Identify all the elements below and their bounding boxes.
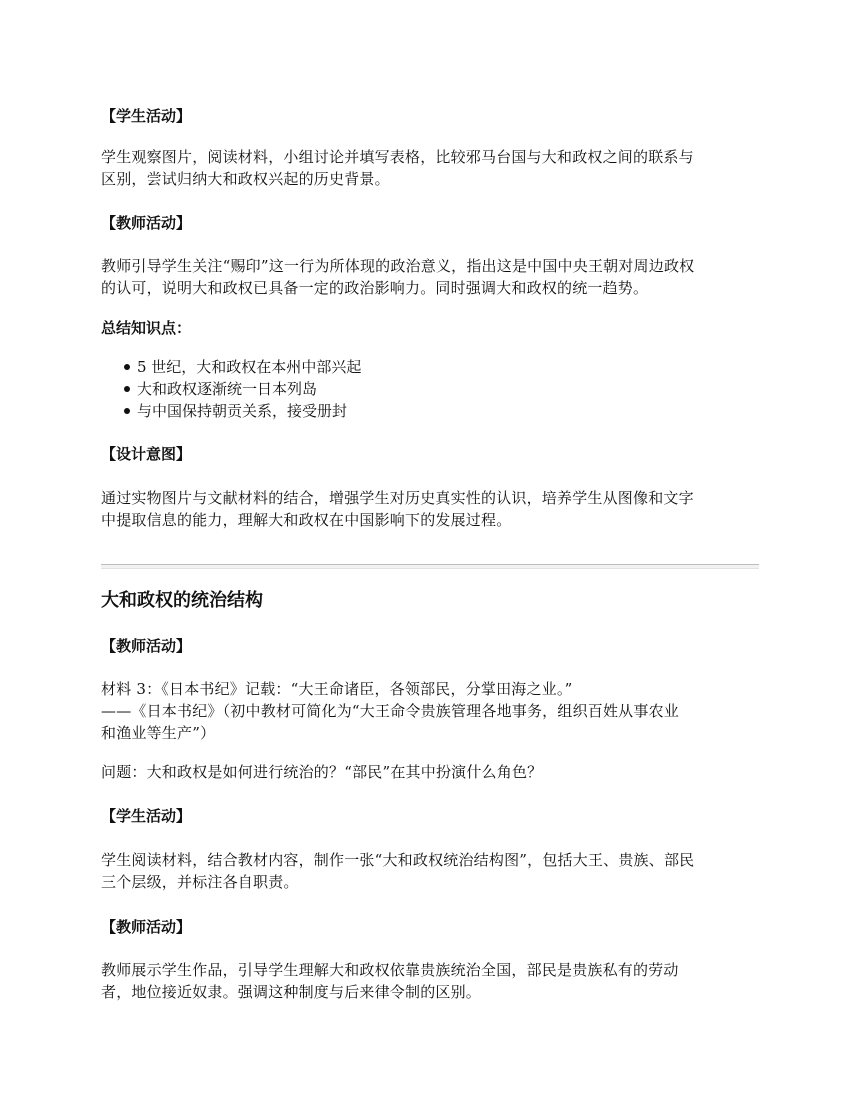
question-paragraph [101, 761, 761, 783]
teacher-activity-heading: 【教师活动】 [101, 918, 192, 936]
paragraph-line: 中提取信息的能力，理解大和政权在中国影响下的发展过程。 [101, 511, 512, 529]
section-divider [101, 564, 759, 569]
teacher-activity-paragraph [101, 959, 761, 1003]
student-activity-paragraph [101, 849, 761, 893]
summary-heading: 总结知识点： [101, 319, 192, 337]
list-item [101, 400, 361, 422]
paragraph-line: 问题：大和政权是如何进行统治的？“部民”在其中扮演什么角色？ [101, 763, 543, 781]
paragraph-line: 通过实物图片与文献材料的结合，增强学生对历史真实性的认识，培养学生从图像和文字 [101, 489, 694, 507]
paragraph-line: 区别，尝试归纳大和政权兴起的历史背景。 [101, 170, 390, 188]
student-activity-heading: 【学生活动】 [101, 807, 192, 825]
section-title: 大和政权的统治结构 [101, 590, 263, 611]
summary-list [101, 356, 361, 422]
paragraph-line: 教师引导学生关注“赐印”这一行为所体现的政治意义，指出这是中国中央王朝对周边政权 [101, 257, 695, 275]
design-intent-paragraph [101, 487, 761, 531]
list-item-text: 与中国保持朝贡关系，接受册封 [137, 402, 348, 420]
paragraph-line: 学生观察图片，阅读材料，小组讨论并填写表格，比较邪马台国与大和政权之间的联系与 [101, 148, 694, 166]
bullet-icon [124, 364, 130, 370]
bullet-icon [124, 386, 130, 392]
paragraph-line: 教师展示学生作品，引导学生理解大和政权依靠贵族统治全国，部民是贵族私有的劳动 [101, 961, 679, 979]
paragraph-line: 者，地位接近奴隶。强调这种制度与后来律令制的区别。 [101, 983, 482, 1001]
teacher-activity-heading: 【教师活动】 [101, 637, 192, 655]
material-paragraph [101, 678, 761, 744]
list-item-text: 5 世纪，大和政权在本州中部兴起 [137, 358, 362, 376]
list-item-text: 大和政权逐渐统一日本列岛 [137, 380, 318, 398]
paragraph-line: 的认可，说明大和政权已具备一定的政治影响力。同时强调大和政权的统一趋势。 [101, 279, 649, 297]
design-intent-heading: 【设计意图】 [101, 445, 192, 463]
paragraph-line: 三个层级，并标注各自职责。 [101, 873, 299, 891]
student-activity-paragraph [101, 146, 761, 190]
list-item [101, 378, 361, 400]
paragraph-line: ——《日本书纪》（初中教材可简化为“大王命令贵族管理各地事务，组织百姓从事农业 [101, 702, 679, 720]
teacher-activity-paragraph [101, 255, 761, 299]
student-activity-heading: 【学生活动】 [101, 107, 192, 125]
paragraph-line: 学生阅读材料，结合教材内容，制作一张“大和政权统治结构图”，包括大王、贵族、部民 [101, 851, 695, 869]
bullet-icon [124, 408, 130, 414]
paragraph-line: 和渔业等生产”） [101, 724, 216, 742]
teacher-activity-heading: 【教师活动】 [101, 214, 192, 232]
list-item [101, 356, 361, 378]
paragraph-line: 材料 3：《日本书纪》记载：“大王命诸臣，各领部民，分掌田海之业。” [101, 680, 573, 698]
